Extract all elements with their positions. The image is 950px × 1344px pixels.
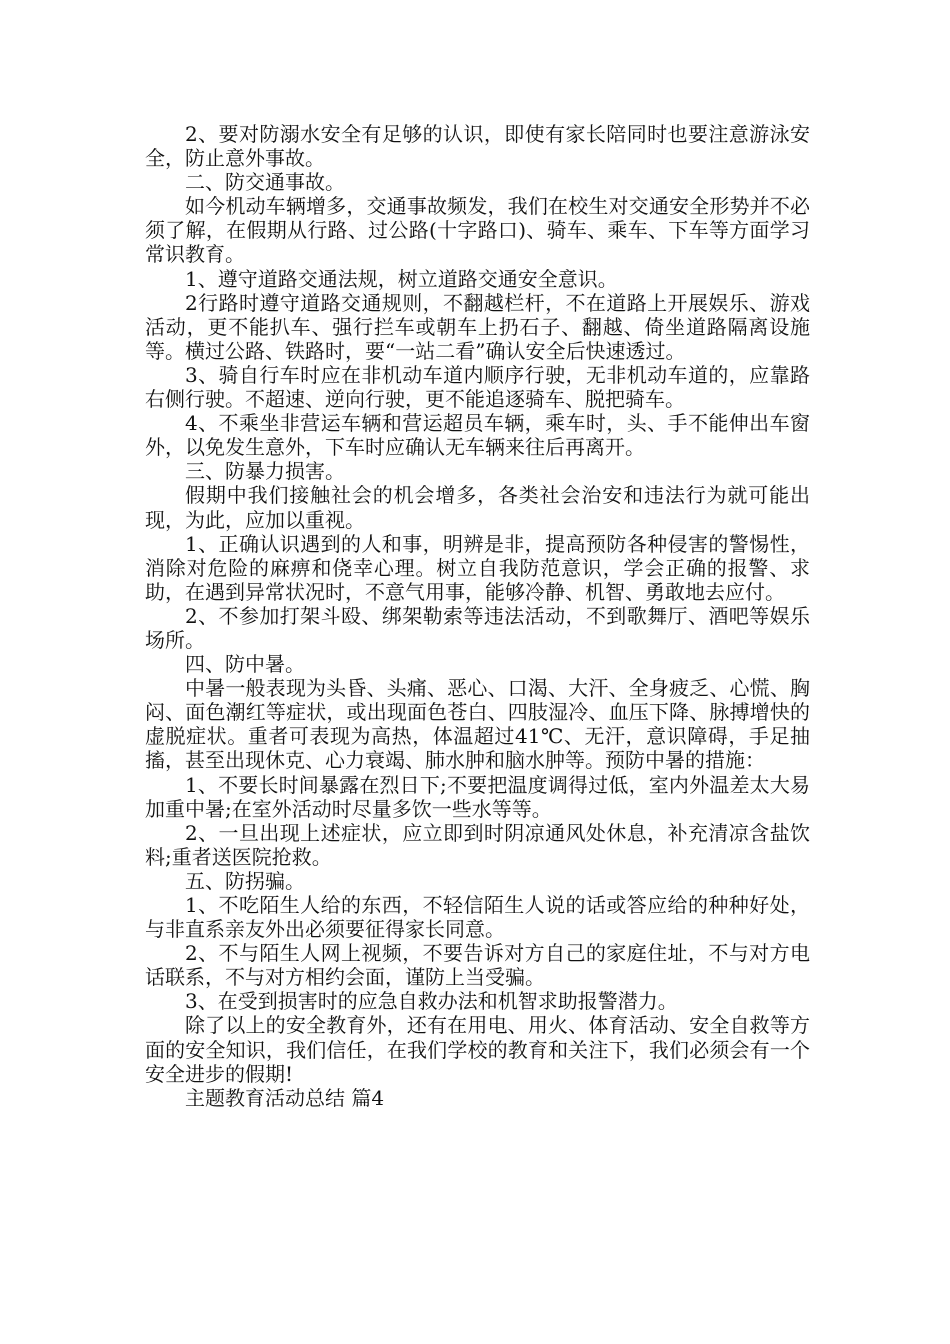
paragraph-violence-intro: 假期中我们接触社会的机会增多，各类社会治安和违法行为就可能出现，为此，应加以重视。 [145, 483, 810, 532]
paragraph-conclusion: 除了以上的安全教育外，还有在用电、用火、体育活动、安全自救等方面的安全知识，我们信任，在我们学校的教育和关注下，我们必须会有一个安全进步的假期! [145, 1013, 810, 1086]
paragraph-traffic-2: 2行路时遵守道路交通规则，不翻越栏杆，不在道路上开展娱乐、游戏活动，更不能扒车、强行拦车或朝车上扔石子、翻越、倚坐道路隔离设施等。横过公路、铁路时，要“一站二看”确认安全后快速透过。 [145, 290, 810, 363]
paragraph-traffic-1: 1、遵守道路交通法规，树立道路交通安全意识。 [185, 266, 618, 291]
heading-abduction: 五、防拐骗。 [185, 868, 305, 893]
paragraph-traffic-intro: 如今机动车辆增多，交通事故频发，我们在校生对交通安全形势并不必须了解，在假期从行路、过公路(十字路口)、骑车、乘车、下车等方面学习常识教育。 [145, 194, 810, 267]
paragraph-heatstroke-intro: 中暑一般表现为头昏、头痛、恶心、口渴、大汗、全身疲乏、心慌、胸闷、面色潮红等症状，或出现面色苍白、四肢湿冷、血压下降、脉搏增快的虚脱症状。重者可表现为高热，体温超过41℃、无汗，意识障碍，手足抽搐，甚至出现休克、心力衰竭、肺水肿和脑水肿等。预防中暑的措施： [145, 676, 810, 773]
paragraph-violence-2: 2、不参加打架斗殴、绑架勒索等违法活动，不到歌舞厅、酒吧等娱乐场所。 [145, 603, 810, 652]
paragraph-violence-1: 1、正确认识遇到的人和事，明辨是非，提高预防各种侵害的警惕性，消除对危险的麻痹和侥幸心理。树立自我防范意识，学会正确的报警、求助，在遇到异常状况时，不意气用事，能够冷静、机智、勇敢地去应付。 [145, 531, 810, 604]
section-title-part4: 主题教育活动总结 篇4 [185, 1085, 385, 1110]
heading-violence: 三、防暴力损害。 [185, 459, 345, 484]
paragraph-traffic-3: 3、骑自行车时应在非机动车道内顺序行驶，无非机动车道的，应靠路右侧行驶。不超速、逆向行驶，更不能追逐骑车、脱把骑车。 [145, 362, 810, 412]
paragraph-abduction-3: 3、在受到损害时的应急自救办法和机智求助报警潜力。 [185, 989, 678, 1014]
paragraph-heatstroke-1: 1、不要长时间暴露在烈日下;不要把温度调得过低，室内外温差太大易加重中暑;在室外活动时尽量多饮一些水等等。 [145, 772, 810, 821]
paragraph-traffic-4: 4、不乘坐非营运车辆和营运超员车辆，乘车时，头、手不能伸出车窗外，以免发生意外，下车时应确认无车辆来往后再离开。 [145, 411, 810, 460]
paragraph-abduction-1: 1、不吃陌生人给的东西，不轻信陌生人说的话或答应给的种种好处，与非直系亲友外出必须要征得家长同意。 [145, 893, 810, 942]
heading-traffic: 二、防交通事故。 [185, 170, 345, 195]
paragraph-drowning-2: 2、要对防溺水安全有足够的认识，即使有家长陪同时也要注意游泳安全，防止意外事故。 [145, 122, 810, 171]
paragraph-heatstroke-2: 2、一旦出现上述症状，应立即到时阴凉通风处休息，补充清凉含盐饮料;重者送医院抢救。 [145, 820, 810, 869]
document-body [145, 122, 810, 1110]
paragraph-abduction-2: 2、不与陌生人网上视频，不要告诉对方自己的家庭住址，不与对方电话联系，不与对方相约会面，谨防上当受骗。 [145, 941, 810, 990]
heading-heatstroke: 四、防中暑。 [185, 652, 305, 677]
